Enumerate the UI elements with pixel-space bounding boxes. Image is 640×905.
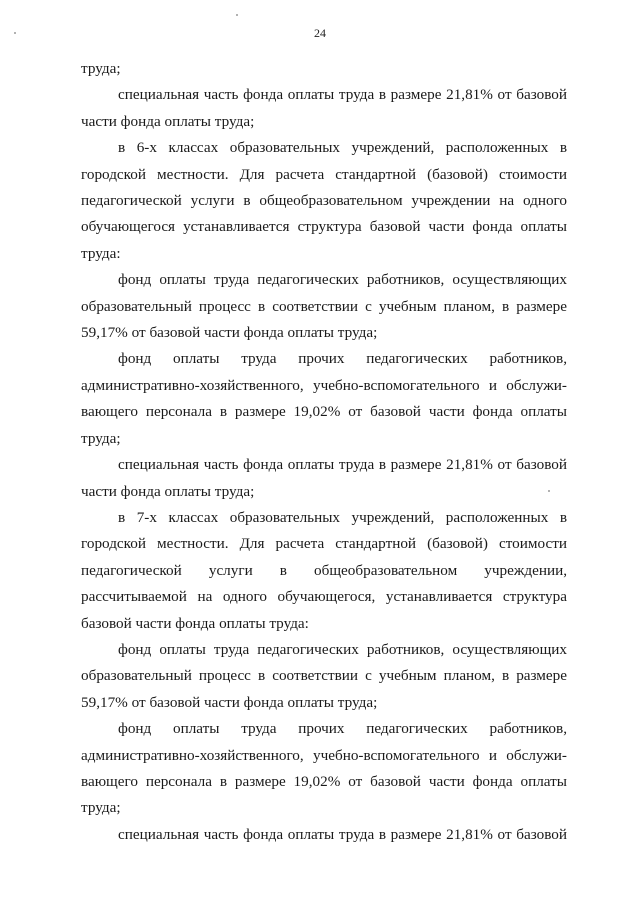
paragraph-special-part-7: специальная часть фонда оплаты труда в размере 21,81% от базовой	[118, 825, 567, 843]
scan-speck	[236, 14, 238, 16]
page-number: 24	[314, 26, 326, 40]
paragraph-other-staff-fund-6: фонд оплаты труда прочих педагогических работников, административно-хозяйственного, учебно-вспомогательного и обслужи-вающего персонала в размере 19,02% от базовой части фонда оплаты труда;	[81, 350, 567, 447]
paragraph-special-part-6: специальная часть фонда оплаты труда в размере 21,81% от базовой части фонда оплаты труда;	[81, 86, 567, 130]
paragraph-special-part-6b: специальная часть фонда оплаты труда в размере 21,81% от базовой части фонда оплаты труда;	[81, 456, 567, 500]
scan-speck	[548, 490, 550, 492]
paragraph-grade-7-intro: в 7-х классах образовательных учреждений, расположенных в городской местности. Для расчета стандартной (базовой) стоимости педагогической услуги в общеобразовательном учреждении, рассчитываемой на одного обучающегося, устанавливается структура базовой части фонда оплаты труда:	[81, 508, 567, 632]
paragraph-continuation: труда;	[81, 60, 121, 77]
paragraph-other-staff-fund-7: фонд оплаты труда прочих педагогических работников, административно-хозяйственного, учебно-вспомогательного и обслужи-вающего персонала в размере 19,02% от базовой части фонда оплаты труда;	[81, 720, 567, 817]
paragraph-grade-6-intro: в 6-х классах образовательных учреждений, расположенных в городской местности. Для расчета стандартной (базовой) стоимости педагогической услуги в общеобразовательном учреждении на одного обучающегося устанавливается структура базовой части фонда оплаты труда:	[81, 139, 567, 262]
scan-speck	[14, 32, 16, 34]
document-body	[81, 56, 567, 848]
paragraph-teaching-staff-fund-6: фонд оплаты труда педагогических работников, осуществляющих образовательный процесс в соответствии с учебным планом, в размере 59,17% от базовой части фонда оплаты труда;	[81, 271, 567, 342]
paragraph-teaching-staff-fund-7: фонд оплаты труда педагогических работников, осуществляющих образовательный процесс в соответствии с учебным планом, в размере 59,17% от базовой части фонда оплаты труда;	[81, 640, 567, 711]
